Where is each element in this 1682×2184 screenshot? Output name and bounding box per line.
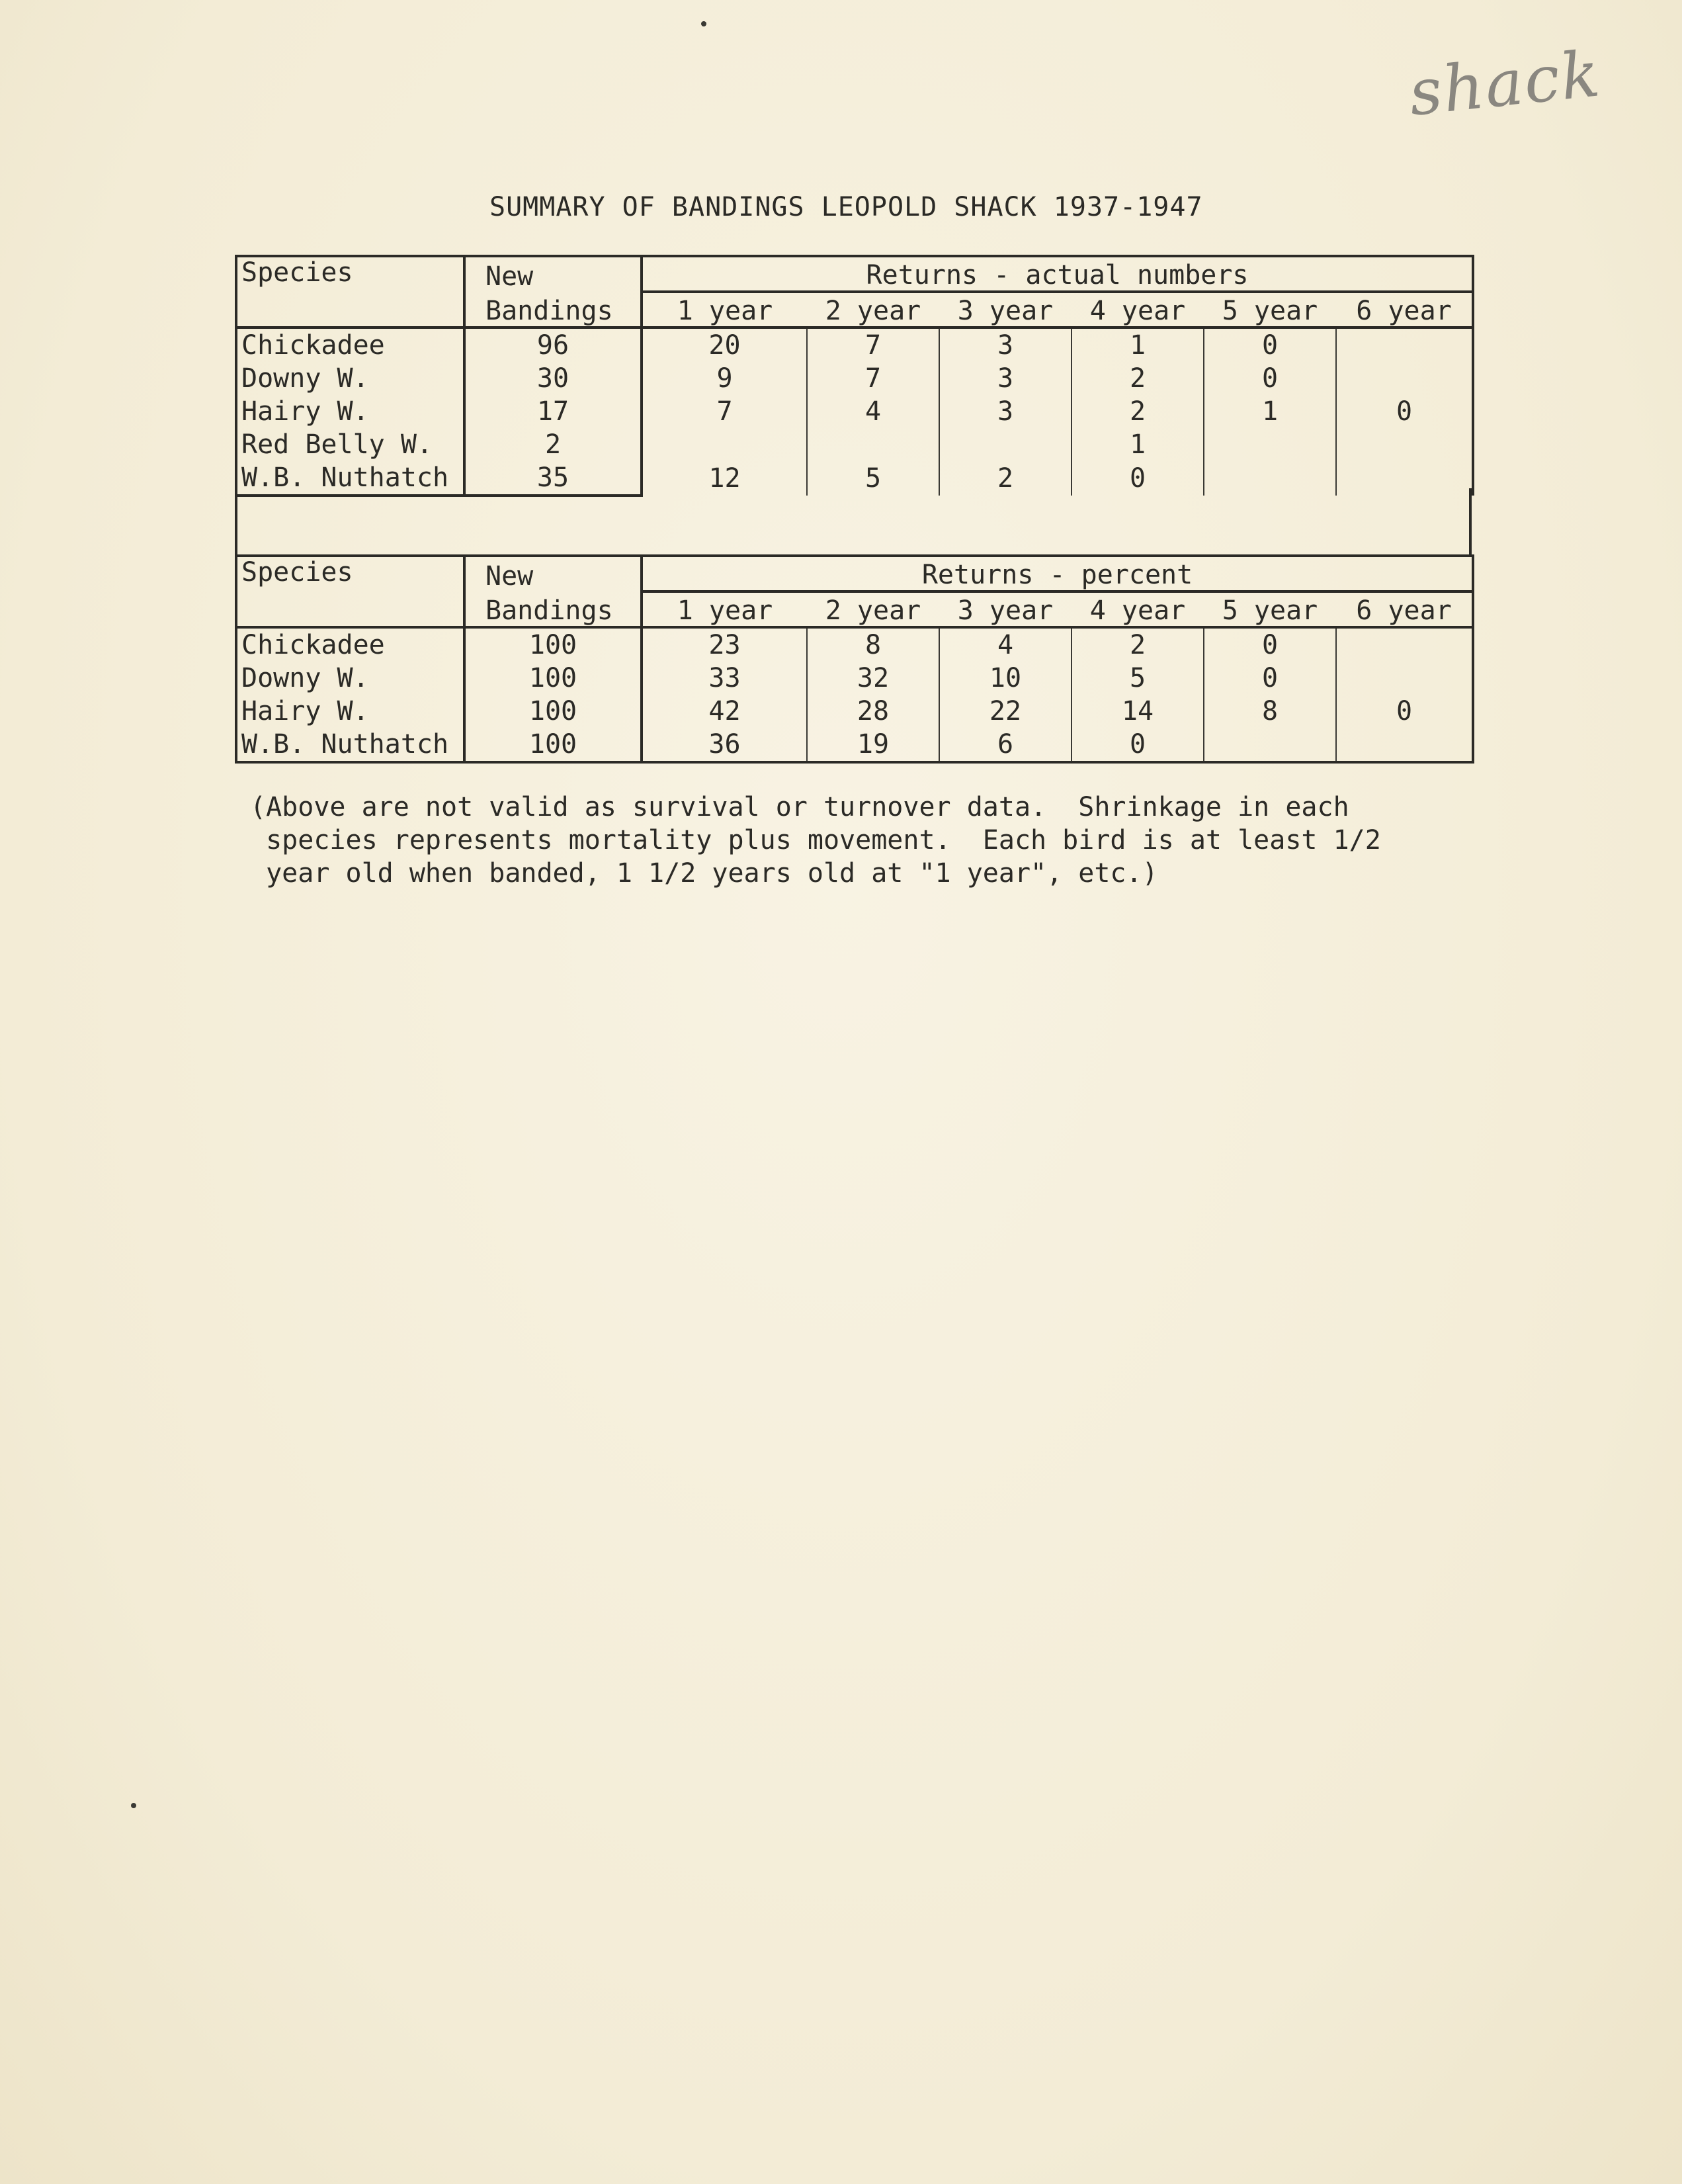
new-bandings-cell: 100 — [464, 728, 642, 762]
value-cell: 3 — [939, 328, 1072, 362]
species-header: Species — [236, 556, 464, 627]
table-row — [236, 627, 1473, 662]
species-header: Species — [236, 256, 464, 328]
new-bandings-cell: 2 — [464, 428, 642, 461]
value-cell: 33 — [642, 662, 807, 695]
value-cell — [1336, 627, 1473, 662]
value-cell: 1 — [1072, 328, 1204, 362]
value-cell: 0 — [1336, 695, 1473, 728]
value-cell — [1336, 662, 1473, 695]
year-header: 4 year — [1072, 292, 1204, 328]
value-cell — [807, 428, 939, 461]
year-header: 1 year — [642, 591, 807, 627]
value-cell: 10 — [939, 662, 1072, 695]
value-cell: 0 — [1204, 362, 1336, 395]
new-bandings-cell: 30 — [464, 362, 642, 395]
value-cell — [1336, 362, 1473, 395]
value-cell: 23 — [642, 627, 807, 662]
species-cell: Red Belly W. — [236, 428, 464, 461]
value-cell: 4 — [939, 627, 1072, 662]
new-header-line2: Bandings — [464, 292, 642, 328]
year-header: 3 year — [939, 591, 1072, 627]
value-cell: 22 — [939, 695, 1072, 728]
table-row — [236, 428, 1473, 461]
new-bandings-cell: 100 — [464, 662, 642, 695]
new-header-line1: New — [464, 256, 642, 292]
table-row — [236, 662, 1473, 695]
footnote-line: species represents mortality plus movement. Each bird is at least 1/2 — [250, 825, 1381, 855]
value-cell — [1336, 328, 1473, 362]
species-cell: W.B. Nuthatch — [236, 461, 464, 496]
year-header: 3 year — [939, 292, 1072, 328]
value-cell: 2 — [1072, 395, 1204, 428]
value-cell: 4 — [807, 395, 939, 428]
value-cell: 7 — [807, 328, 939, 362]
species-cell: Hairy W. — [236, 695, 464, 728]
new-bandings-cell: 100 — [464, 695, 642, 728]
value-cell: 8 — [1204, 695, 1336, 728]
value-cell: 3 — [939, 395, 1072, 428]
returns-group-header: Returns - percent — [642, 556, 1473, 591]
year-header: 1 year — [642, 292, 807, 328]
value-cell — [1336, 728, 1473, 762]
value-cell: 28 — [807, 695, 939, 728]
value-cell — [1336, 428, 1473, 461]
value-cell: 1 — [1072, 428, 1204, 461]
value-cell: 2 — [1072, 362, 1204, 395]
value-cell: 42 — [642, 695, 807, 728]
value-cell: 2 — [1072, 627, 1204, 662]
year-header: 5 year — [1204, 292, 1336, 328]
value-cell — [939, 428, 1072, 461]
value-cell: 0 — [1204, 627, 1336, 662]
value-cell: 8 — [807, 627, 939, 662]
year-header: 2 year — [807, 591, 939, 627]
species-cell: Downy W. — [236, 662, 464, 695]
table-separator — [235, 488, 1472, 554]
value-cell: 32 — [807, 662, 939, 695]
species-cell: Chickadee — [236, 627, 464, 662]
value-cell: 19 — [807, 728, 939, 762]
species-cell: Hairy W. — [236, 395, 464, 428]
value-cell: 9 — [642, 362, 807, 395]
value-cell: 0 — [1072, 461, 1204, 496]
value-cell: 14 — [1072, 695, 1204, 728]
year-header: 4 year — [1072, 591, 1204, 627]
table-row — [236, 362, 1473, 395]
value-cell — [1204, 728, 1336, 762]
value-cell: 12 — [642, 461, 807, 496]
table-row — [236, 695, 1473, 728]
new-bandings-cell: 17 — [464, 395, 642, 428]
species-cell: W.B. Nuthatch — [236, 728, 464, 762]
value-cell: 20 — [642, 328, 807, 362]
value-cell: 5 — [1072, 662, 1204, 695]
new-bandings-cell: 96 — [464, 328, 642, 362]
value-cell: 36 — [642, 728, 807, 762]
species-cell: Downy W. — [236, 362, 464, 395]
returns-group-header: Returns - actual numbers — [642, 256, 1473, 292]
value-cell: 1 — [1204, 395, 1336, 428]
returns-percent-table — [235, 554, 1474, 764]
species-cell: Chickadee — [236, 328, 464, 362]
year-header: 2 year — [807, 292, 939, 328]
value-cell: 6 — [939, 728, 1072, 762]
year-header: 6 year — [1336, 591, 1473, 627]
footnote-line: (Above are not valid as survival or turnover data. Shrinkage in each — [250, 792, 1349, 822]
new-bandings-cell: 100 — [464, 627, 642, 662]
value-cell: 7 — [807, 362, 939, 395]
paper-speck — [701, 21, 706, 26]
new-bandings-cell: 35 — [464, 461, 642, 496]
value-cell: 0 — [1204, 662, 1336, 695]
table-row — [236, 328, 1473, 362]
value-cell: 5 — [807, 461, 939, 496]
year-header: 5 year — [1204, 591, 1336, 627]
value-cell: 2 — [939, 461, 1072, 496]
table-row — [236, 395, 1473, 428]
value-cell: 0 — [1072, 728, 1204, 762]
footnote — [250, 791, 1381, 890]
new-header-line2: Bandings — [464, 591, 642, 627]
handwritten-note: shack — [1405, 36, 1605, 130]
value-cell — [642, 428, 807, 461]
value-cell: 0 — [1336, 395, 1473, 428]
paper-speck — [131, 1803, 136, 1808]
returns-actual-table — [235, 255, 1474, 497]
footnote-line: year old when banded, 1 1/2 years old at "1 year", etc.) — [250, 858, 1158, 889]
value-cell: 3 — [939, 362, 1072, 395]
year-header: 6 year — [1336, 292, 1473, 328]
value-cell — [1204, 428, 1336, 461]
new-header-line1: New — [464, 556, 642, 591]
page-title: SUMMARY OF BANDINGS LEOPOLD SHACK 1937-1947 — [489, 192, 1203, 222]
value-cell: 7 — [642, 395, 807, 428]
value-cell: 0 — [1204, 328, 1336, 362]
table-row — [236, 728, 1473, 762]
